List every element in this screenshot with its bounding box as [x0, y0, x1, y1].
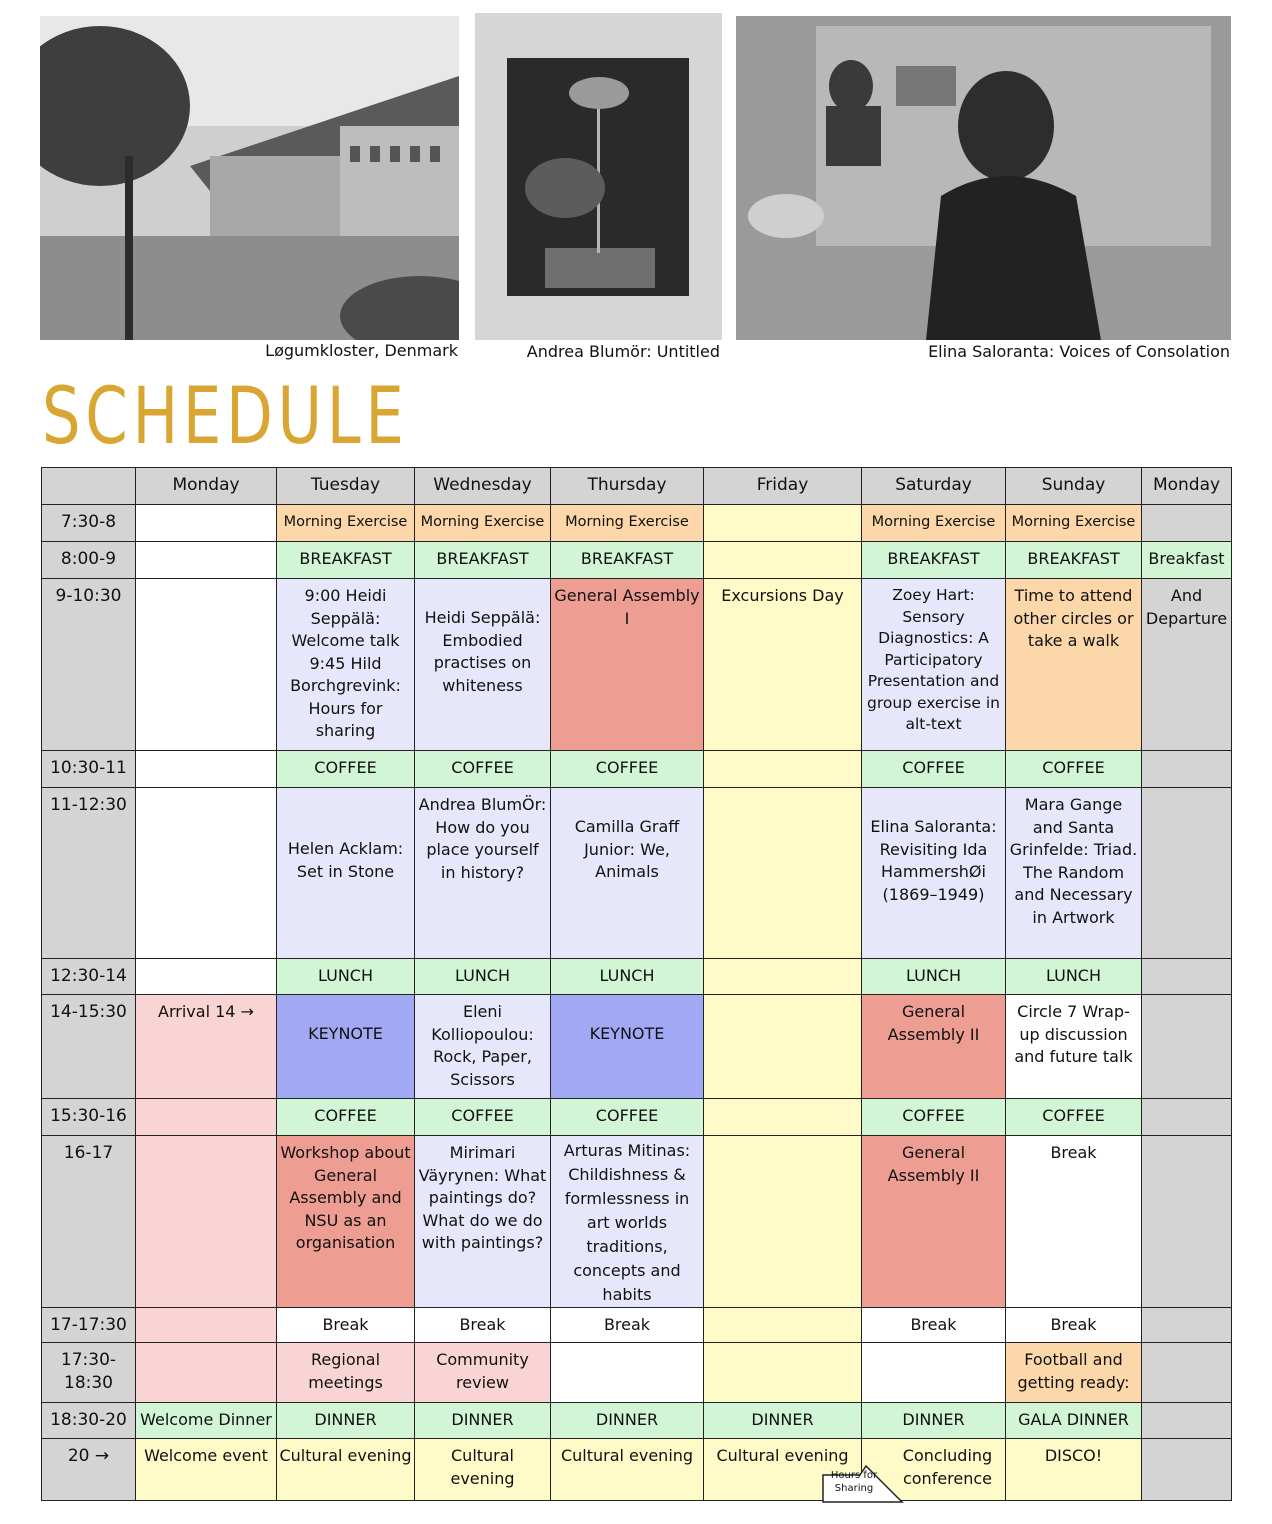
slot-empty [1142, 1099, 1232, 1136]
slot-childishness-formlessness: Arturas Mitinas: Childishness & formlessness in art worlds traditions, concepts and habits [551, 1136, 704, 1308]
time-slot: 20 → [42, 1439, 136, 1501]
slot-breakfast: Breakfast [1142, 542, 1232, 579]
slot-break: Break [551, 1308, 704, 1343]
slot-lunch: LUNCH [551, 959, 704, 995]
slot-empty [136, 1308, 277, 1343]
caption-untitled: Andrea Blumör: Untitled [526, 342, 720, 361]
slot-concluding-conference [830, 1439, 1006, 1501]
slot-break: Break [862, 1308, 1006, 1343]
slot-embodied-practises: Heidi Seppälä: Embodied practises on whiteness [415, 579, 551, 751]
header-monday-2: Monday [1142, 468, 1232, 505]
slot-empty [704, 1343, 862, 1403]
slot-empty [1142, 1403, 1232, 1439]
header-monday: Monday [136, 468, 277, 505]
slot-morning-exercise: Morning Exercise [415, 505, 551, 542]
slot-triad: Mara Gange and Santa Grinfelde: Triad. The Random and Necessary in Artwork [1006, 788, 1142, 959]
caption-logumkloster: Løgumkloster, Denmark [265, 341, 458, 360]
slot-football: Football and getting ready: [1006, 1343, 1142, 1403]
slot-community-review: Community review [415, 1343, 551, 1403]
slot-empty [704, 1308, 862, 1343]
header-saturday: Saturday [862, 468, 1006, 505]
slot-empty [704, 1099, 862, 1136]
slot-welcome-event: Welcome event [136, 1439, 277, 1501]
slot-coffee: COFFEE [1006, 1099, 1142, 1136]
slot-break: Break [1006, 1136, 1142, 1308]
slot-dinner: DINNER [277, 1403, 415, 1439]
hours-for-sharing-note: Hours for Sharing [822, 1465, 904, 1503]
slot-general-assembly-2: General Assembly II [862, 995, 1006, 1099]
slot-morning-exercise: Morning Exercise [277, 505, 415, 542]
slot-break: Break [1006, 1308, 1142, 1343]
slot-empty [136, 1136, 277, 1308]
slot-empty [136, 788, 277, 959]
slot-empty [704, 788, 862, 959]
slot-dinner: DINNER [415, 1403, 551, 1439]
corner-header [42, 468, 136, 505]
slot-coffee: COFFEE [551, 751, 704, 788]
slot-empty [1142, 1136, 1232, 1308]
slot-morning-exercise: Morning Exercise [551, 505, 704, 542]
photo-voices-of-consolation [736, 16, 1231, 340]
slot-empty [136, 542, 277, 579]
slot-gala-dinner: GALA DINNER [1006, 1403, 1142, 1439]
time-slot: 7:30-8 [42, 505, 136, 542]
slot-empty [704, 995, 862, 1099]
slot-breakfast: BREAKFAST [1006, 542, 1142, 579]
slot-empty [551, 1343, 704, 1403]
slot-empty [136, 1099, 277, 1136]
slot-keynote: KEYNOTE [277, 995, 415, 1099]
slot-arrival: Arrival 14 → [136, 995, 277, 1099]
time-slot: 17-17:30 [42, 1308, 136, 1343]
slot-welcome-talk: 9:00 Heidi Seppälä: Welcome talk 9:45 Hild Borchgrevink: Hours for sharing [277, 579, 415, 751]
slot-coffee: COFFEE [1006, 751, 1142, 788]
slot-dinner: DINNER [862, 1403, 1006, 1439]
slot-breakfast: BREAKFAST [551, 542, 704, 579]
slot-coffee: COFFEE [551, 1099, 704, 1136]
header-tuesday: Tuesday [277, 468, 415, 505]
slot-circle-7-wrap-up: Circle 7 Wrap-up discussion and future talk [1006, 995, 1142, 1099]
time-slot: 8:00-9 [42, 542, 136, 579]
slot-empty [704, 1136, 862, 1308]
slot-empty [1142, 751, 1232, 788]
slot-break: Break [277, 1308, 415, 1343]
slot-cultural-evening: Cultural evening [277, 1439, 415, 1501]
slot-dinner: DINNER [704, 1403, 862, 1439]
slot-regional-meetings: Regional meetings [277, 1343, 415, 1403]
slot-cultural-evening: Cultural evening [551, 1439, 704, 1501]
time-slot: 16-17 [42, 1136, 136, 1308]
header-sunday: Sunday [1006, 468, 1142, 505]
slot-empty [1142, 1343, 1232, 1403]
slot-empty [136, 959, 277, 995]
slot-morning-exercise: Morning Exercise [862, 505, 1006, 542]
slot-empty [704, 542, 862, 579]
slot-empty [1142, 1308, 1232, 1343]
slot-empty [136, 505, 277, 542]
slot-breakfast: BREAKFAST [415, 542, 551, 579]
slot-empty [1142, 995, 1232, 1099]
slot-breakfast: BREAKFAST [277, 542, 415, 579]
photo-logumkloster [40, 16, 459, 340]
slot-keynote: KEYNOTE [551, 995, 704, 1099]
slot-welcome-dinner: Welcome Dinner [136, 1403, 277, 1439]
slot-revisiting-hammershoi: Elina Saloranta: Revisiting Ida HammershØi (1869–1949) [862, 788, 1006, 959]
header-wednesday: Wednesday [415, 468, 551, 505]
slot-departure: And Departure [1142, 579, 1232, 751]
slot-lunch: LUNCH [415, 959, 551, 995]
slot-break: Break [415, 1308, 551, 1343]
schedule-table [41, 467, 1232, 1501]
slot-empty [862, 1343, 1006, 1403]
slot-dinner: DINNER [551, 1403, 704, 1439]
time-slot: 12:30-14 [42, 959, 136, 995]
slot-coffee: COFFEE [862, 1099, 1006, 1136]
slot-empty [704, 505, 862, 542]
slot-empty [136, 1343, 277, 1403]
slot-rock-paper-scissors: Eleni Kolliopoulou: Rock, Paper, Scissors [415, 995, 551, 1099]
slot-empty [136, 751, 277, 788]
time-slot: 18:30-20 [42, 1403, 136, 1439]
slot-general-assembly-1: General Assembly I [551, 579, 704, 751]
time-slot: 9-10:30 [42, 579, 136, 751]
slot-what-paintings-do: Mirimari Väyrynen: What paintings do? What do we do with paintings? [415, 1136, 551, 1308]
slot-morning-exercise: Morning Exercise [1006, 505, 1142, 542]
slot-coffee: COFFEE [415, 1099, 551, 1136]
slot-empty [1142, 505, 1232, 542]
slot-coffee: COFFEE [277, 1099, 415, 1136]
slot-empty [704, 751, 862, 788]
slot-set-in-stone: Helen Acklam: Set in Stone [277, 788, 415, 959]
time-slot: 15:30-16 [42, 1099, 136, 1136]
slot-lunch: LUNCH [1006, 959, 1142, 995]
slot-empty [136, 579, 277, 751]
slot-coffee: COFFEE [277, 751, 415, 788]
time-slot: 11-12:30 [42, 788, 136, 959]
photo-untitled-artwork [475, 13, 722, 340]
slot-lunch: LUNCH [862, 959, 1006, 995]
slot-coffee: COFFEE [862, 751, 1006, 788]
time-slot: 10:30-11 [42, 751, 136, 788]
slot-workshop-general-assembly: Workshop about General Assembly and NSU as an organisation [277, 1136, 415, 1308]
slot-disco: DISCO! [1006, 1439, 1142, 1501]
slot-general-assembly-2: General Assembly II [862, 1136, 1006, 1308]
slot-coffee: COFFEE [415, 751, 551, 788]
slot-cultural-evening: Cultural evening [704, 1439, 862, 1501]
slot-time-to-attend: Time to attend other circles or take a walk [1006, 579, 1142, 751]
slot-how-do-you-place-yourself: Andrea BlumÖr: How do you place yourself in history? [415, 788, 551, 959]
slot-empty [1142, 788, 1232, 959]
slot-sensory-diagnostics: Zoey Hart: Sensory Diagnostics: A Participatory Presentation and group exercise in alt-text [862, 579, 1006, 751]
caption-voices-of-consolation: Elina Saloranta: Voices of Consolation [928, 342, 1230, 361]
slot-empty [1142, 1439, 1232, 1501]
slot-cultural-evening: Cultural evening [415, 1439, 551, 1501]
slot-we-animals: Camilla Graff Junior: We, Animals [551, 788, 704, 959]
header-friday: Friday [704, 468, 862, 505]
slot-empty [1142, 959, 1232, 995]
time-slot: 17:30- 18:30 [42, 1343, 136, 1403]
slot-lunch: LUNCH [277, 959, 415, 995]
slot-empty [704, 959, 862, 995]
schedule-heading: SCHEDULE [42, 372, 409, 462]
time-slot: 14-15:30 [42, 995, 136, 1099]
slot-excursions-day: Excursions Day [704, 579, 862, 751]
header-thursday: Thursday [551, 468, 704, 505]
concluding-conference-label: Concluding conference [902, 1446, 993, 1488]
slot-breakfast: BREAKFAST [862, 542, 1006, 579]
